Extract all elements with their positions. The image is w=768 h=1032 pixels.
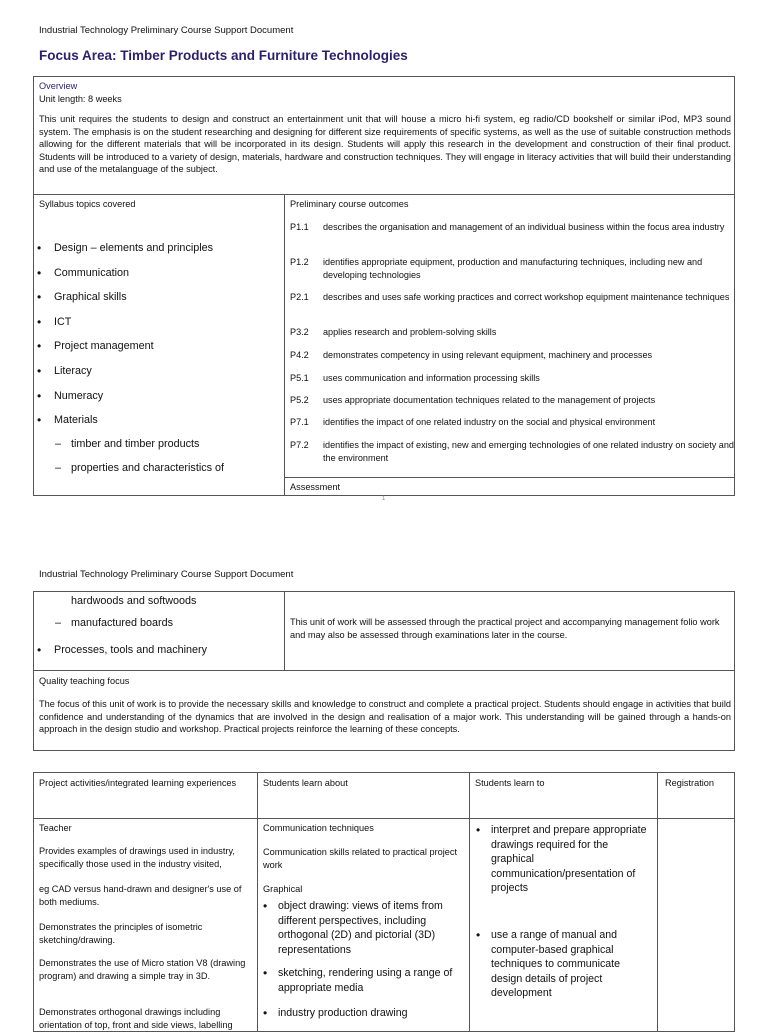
outcome-text: uses appropriate documentation techniques related to the management of projects	[323, 395, 656, 405]
outcome-text: identifies the impact of existing, new and emerging technologies of one related industry on society and the environment	[323, 440, 734, 463]
page-header: Industrial Technology Preliminary Course Support Document	[39, 25, 294, 36]
syllabus-subitem: – manufactured boards	[71, 617, 173, 629]
unit-length: Unit length: 8 weeks	[39, 94, 122, 104]
learn-about-graphical: Graphical	[263, 884, 303, 894]
syllabus-subitem: – properties and characteristics of	[71, 462, 224, 474]
learn-about-bullet: • industry production drawing	[278, 1006, 462, 1021]
outcome-item	[290, 349, 740, 362]
outcome-code: P1.1	[290, 222, 309, 232]
overview-body: This unit requires the students to design and construct an entertainment unit that will house a micro hi-fi system, eg radio/CD bookshelf or similar iPod, MP3 sound system. The emphasis is on the student researching and designing for different size requirements of specific systems, as well as the use of suitable construction methods allowing for the different materials that will be incorporated in its design. Students will apply this research in the development and construction of their final product. Students will be introduced to a variety of design, materials, hardware and construction techniques. They will engage in literacy activities that will build their understanding and use of the metalanguage of the subject.	[39, 114, 731, 175]
divider	[284, 477, 735, 478]
outcome-text: uses communication and information processing skills	[323, 373, 540, 383]
outcome-item	[290, 221, 740, 234]
column-divider	[284, 194, 285, 496]
teacher-para: Demonstrates the use of Micro station V8 (drawing program) and drawing a simple tray in 3D.	[39, 958, 246, 981]
learn-about-bullet: • object drawing: views of items from different perspectives, including orthogonal (2D) and pictorial (3D) representations	[278, 899, 462, 957]
outcome-item	[290, 291, 740, 304]
page-number: 1	[382, 496, 386, 502]
col-header-activities: Project activities/integrated learning experiences	[39, 778, 237, 788]
column-divider	[284, 591, 285, 670]
divider	[33, 818, 735, 819]
learn-to-bullet: • interpret and prepare appropriate drawings required for the graphical communication/presentation of projects	[491, 823, 651, 896]
syllabus-item: • Processes, tools and machinery	[54, 644, 207, 656]
syllabus-item: • Communication	[54, 267, 129, 279]
divider	[33, 194, 735, 195]
quality-heading: Quality teaching focus	[39, 676, 130, 686]
outcome-text: identifies the impact of one related industry on the social and physical environment	[323, 417, 656, 427]
outcome-item	[290, 416, 740, 429]
learn-about-heading: Communication techniques	[263, 823, 374, 833]
syllabus-item: • Project management	[54, 340, 154, 352]
col-header-registration: Registration	[665, 778, 715, 788]
column-divider	[469, 772, 470, 1032]
outcome-code: P3.2	[290, 327, 309, 337]
col-header-learn-to: Students learn to	[475, 778, 545, 788]
page-header: Industrial Technology Preliminary Course Support Document	[39, 569, 294, 580]
syllabus-heading: Syllabus topics covered	[39, 199, 136, 209]
column-divider	[657, 772, 658, 1032]
col-header-learn-about: Students learn about	[263, 778, 348, 788]
outcome-item	[290, 394, 740, 407]
page-title: Focus Area: Timber Products and Furniture Technologies	[39, 48, 408, 63]
assessment-heading: Assessment	[290, 482, 341, 492]
learn-about-bullet: • sketching, rendering using a range of appropriate media	[278, 966, 462, 995]
teacher-para: Provides examples of drawings used in industry, specifically those used in the industry visited,	[39, 846, 235, 869]
outcome-code: P4.2	[290, 350, 309, 360]
divider	[33, 670, 735, 671]
syllabus-item: • ICT	[54, 316, 71, 328]
syllabus-item: • Numeracy	[54, 390, 103, 402]
outcome-text: identifies appropriate equipment, production and manufacturing techniques, including new and developing technologies	[323, 257, 703, 280]
outcome-item	[290, 372, 740, 385]
syllabus-item: • Literacy	[54, 365, 92, 377]
teacher-para: Demonstrates orthogonal drawings including orientation of top, front and side views, labelling	[39, 1007, 233, 1030]
outcome-text: demonstrates competency in using relevant equipment, machinery and processes	[323, 350, 653, 360]
outcome-code: P1.2	[290, 257, 309, 267]
column-divider	[257, 772, 258, 1032]
outcome-code: P7.2	[290, 440, 309, 450]
syllabus-item: • Graphical skills	[54, 291, 127, 303]
outcome-item	[290, 326, 740, 339]
syllabus-item: • Materials	[54, 414, 98, 426]
outcome-code: P5.2	[290, 395, 309, 405]
outcome-item	[290, 439, 740, 464]
outcome-code: P5.1	[290, 373, 309, 383]
outcome-text: describes and uses safe working practices and correct workshop equipment maintenance techniques	[323, 292, 730, 302]
overview-heading: Overview	[39, 81, 78, 91]
outcomes-heading: Preliminary course outcomes	[290, 199, 409, 209]
learn-to-bullet: • use a range of manual and computer-based graphical techniques to communicate design details of project development	[491, 928, 651, 1001]
outcome-text: describes the organisation and management of an individual business within the focus area industry	[323, 222, 725, 232]
outcome-item	[290, 256, 740, 281]
teacher-para: Demonstrates the principles of isometric sketching/drawing.	[39, 922, 203, 945]
assessment-text: This unit of work will be assessed through the practical project and accompanying management folio work and may also be assessed through examinations later in the course.	[290, 617, 720, 640]
syllabus-subitem: hardwoods and softwoods	[71, 595, 197, 607]
syllabus-subitem: – timber and timber products	[71, 438, 199, 450]
teacher-para: eg CAD versus hand-drawn and designer's use of both mediums.	[39, 884, 242, 907]
teacher-label: Teacher	[39, 823, 72, 833]
outcome-code: P2.1	[290, 292, 309, 302]
quality-body: The focus of this unit of work is to provide the necessary skills and knowledge to construct and complete a practical project. Students should engage in activities that build confidence and understanding of the dynamics that are involved in the design and realisation of a major work. This understanding will be gained through a hands-on approach in the design studio and workshop. Practical projects reinforce the learning of these concepts.	[39, 699, 731, 735]
outcome-text: applies research and problem-solving skills	[323, 327, 497, 337]
outcome-code: P7.1	[290, 417, 309, 427]
learn-about-sub: Communication skills related to practical project work	[263, 847, 458, 870]
syllabus-item: • Design – elements and principles	[54, 242, 213, 254]
